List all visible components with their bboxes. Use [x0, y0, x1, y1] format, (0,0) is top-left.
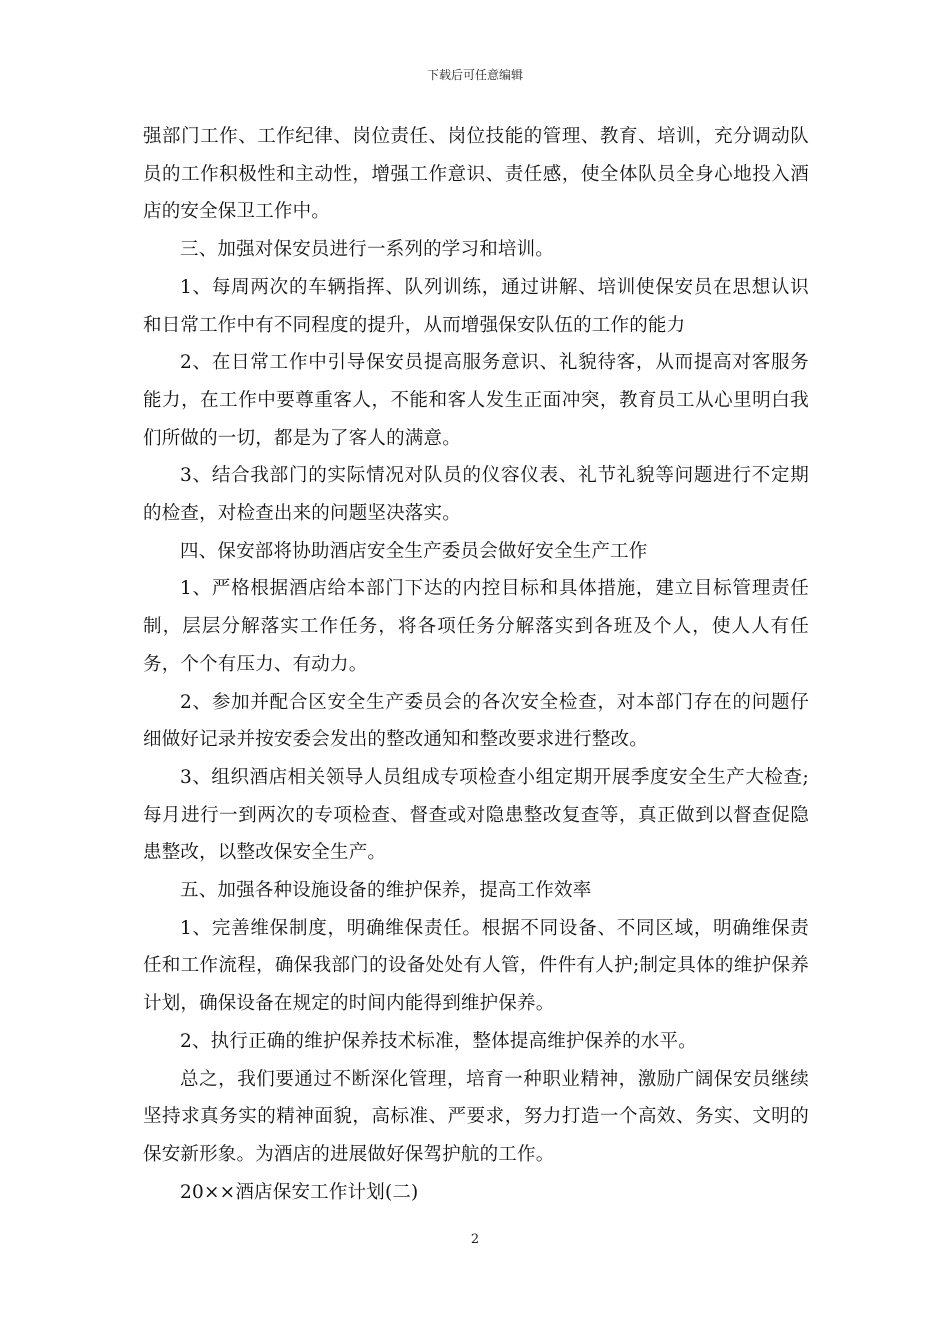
paragraph-3-1: 1、每周两次的车辆指挥、队列训练，通过讲解、培训使保安员在思想认识和日常工作中有不同程度的提升，从而增强保安队伍的工作的能力	[143, 276, 809, 336]
paragraph-4-2: 2、参加并配合区安全生产委员会的各次安全检查，对本部门存在的问题仔细做好记录并按安委会发出的整改通知和整改要求进行整改。	[143, 691, 809, 751]
paragraph-4-3: 3、组织酒店相关领导人员组成专项检查小组定期开展季度安全生产大检查;每月进行一到两次的专项检查、督查或对隐患整改复查等，真正做到以督查促隐患整改，以整改保安全生产。	[143, 766, 809, 864]
document-body	[143, 118, 809, 1211]
section-heading-5: 五、加强各种设施设备的维护保养，提高工作效率	[180, 880, 592, 902]
paragraph-4-1: 1、严格根据酒店给本部门下达的内控目标和具体措施，建立目标管理责任制，层层分解落实工作任务，将各项任务分解落实到各班及个人，使人人有任务，个个有压力、有动力。	[143, 578, 809, 675]
paragraph-5-2: 2、执行正确的维护保养技术标准，整体提高维护保养的水平。	[180, 1030, 697, 1052]
paragraph-5-1: 1、完善维保制度，明确维保责任。根据不同设备、不同区域，明确维保责任和工作流程，确保我部门的设备处处有人管，件件有人护;制定具体的维护保养计划，确保设备在规定的时间内能得到维护保养。	[143, 917, 809, 1015]
paragraph-3-3: 3、结合我部门的实际情况对队员的仪容仪表、礼节礼貌等问题进行不定期的检查，对检查出来的问题坚决落实。	[143, 465, 809, 525]
header-note: 下载后可任意编辑	[426, 68, 523, 82]
paragraph-3-2: 2、在日常工作中引导保安员提高服务意识、礼貌待客，从而提高对客服务能力，在工作中要尊重客人，不能和客人发生正面冲突，教育员工从心里明白我们所做的一切，都是为了客人的满意。	[143, 352, 809, 449]
next-section-title: 20××酒店保安工作计划(二)	[180, 1181, 419, 1203]
section-heading-3: 三、加强对保安员进行一系列的学习和培训。	[180, 239, 555, 261]
paragraph-1: 强部门工作、工作纪律、岗位责任、岗位技能的管理、教育、培训，充分调动队员的工作积极性和主动性，增强工作意识、责任感，使全体队员全身心地投入酒店的安全保卫工作中。	[143, 126, 809, 223]
paragraph-summary: 总之，我们要通过不断深化管理，培育一种职业精神，激励广阔保安员继续坚持求真务实的精神面貌，高标准、严要求，努力打造一个高效、务实、文明的保安新形象。为酒店的进展做好保驾护航的工作。	[143, 1068, 809, 1165]
section-heading-4: 四、保安部将协助酒店安全生产委员会做好安全生产工作	[180, 540, 648, 562]
page-number: 2	[470, 1232, 480, 1247]
